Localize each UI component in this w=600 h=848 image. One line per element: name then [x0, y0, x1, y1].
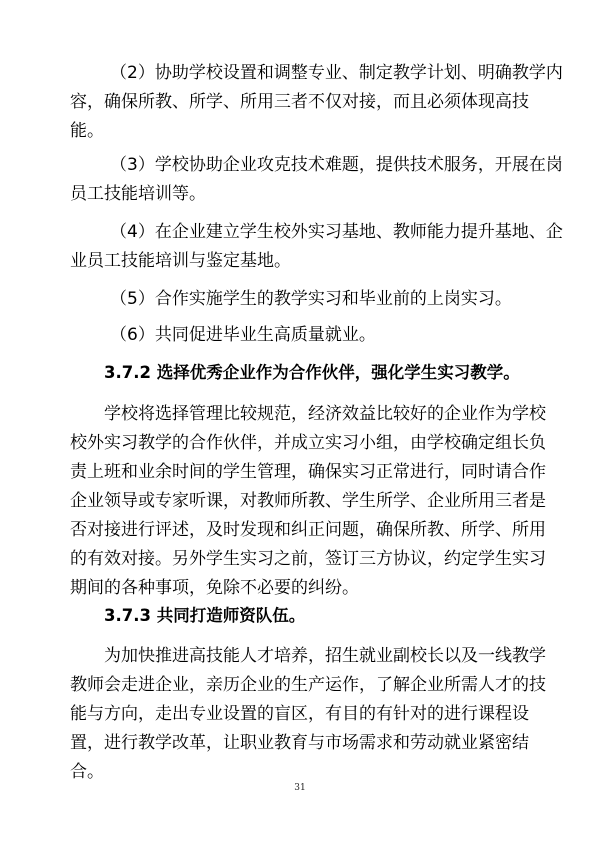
text-line: 学校将选择管理比较规范，经济效益比较好的企业作为学校 — [104, 404, 546, 424]
text-line: 教师会走进企业，亲历企业的生产运作，了解企业所需人才的技 — [70, 675, 546, 695]
text-line: 为加快推进高技能人才培养，招生就业副校长以及一线教学 — [104, 646, 546, 666]
heading-text: 3.7.2 选择优秀企业作为合作伙伴，强化学生实习教学。 — [104, 363, 520, 382]
text-line: 的有效对接。另外学生实习之前，签订三方协议，约定学生实习 — [70, 549, 546, 569]
text-line: 责上班和业余时间的学生管理，确保实习正常进行，同时请合作 — [70, 462, 546, 482]
text-line: （4）在企业建立学生校外实习基地、教师能力提升基地、企 — [110, 222, 563, 242]
text-line: （5）合作实施学生的教学实习和毕业前的上岗实习。 — [110, 289, 512, 309]
text-line: （3）学校协助企业攻克技术难题，提供技术服务，开展在岗 — [110, 155, 563, 175]
page-number: 31 — [294, 783, 306, 793]
text-line: 员工技能培训等。 — [70, 184, 206, 204]
text-line: 企业领导或专家听课，对教师所教、学生所学、企业所用三者是 — [70, 491, 546, 511]
text-line: （2）协助学校设置和调整专业、制定教学计划、明确教学内 — [110, 63, 563, 83]
text-line: 能与方向，走出专业设置的盲区，有目的有针对的进行课程设 — [70, 704, 529, 724]
heading-text: 3.7.3 共同打造师资队伍。 — [104, 606, 306, 625]
text-line: 置，进行教学改革，让职业教育与市场需求和劳动就业紧密结 — [70, 733, 529, 753]
text-line: 校外实习教学的合作伙伴，并成立实习小组，由学校确定组长负 — [70, 433, 546, 453]
text-line: 能。 — [70, 121, 104, 141]
text-line: 容，确保所教、所学、所用三者不仅对接，而且必须体现高技 — [70, 92, 529, 112]
text-line: （6）共同促进毕业生高质量就业。 — [110, 325, 376, 345]
text-line: 否对接进行评述，及时发现和纠正问题，确保所教、所学、所用 — [70, 520, 546, 540]
text-line: 业员工技能培训与鉴定基地。 — [70, 251, 291, 271]
text-line: 合。 — [70, 762, 104, 782]
text-line: 期间的各种事项，免除不必要的纠纷。 — [70, 578, 359, 598]
